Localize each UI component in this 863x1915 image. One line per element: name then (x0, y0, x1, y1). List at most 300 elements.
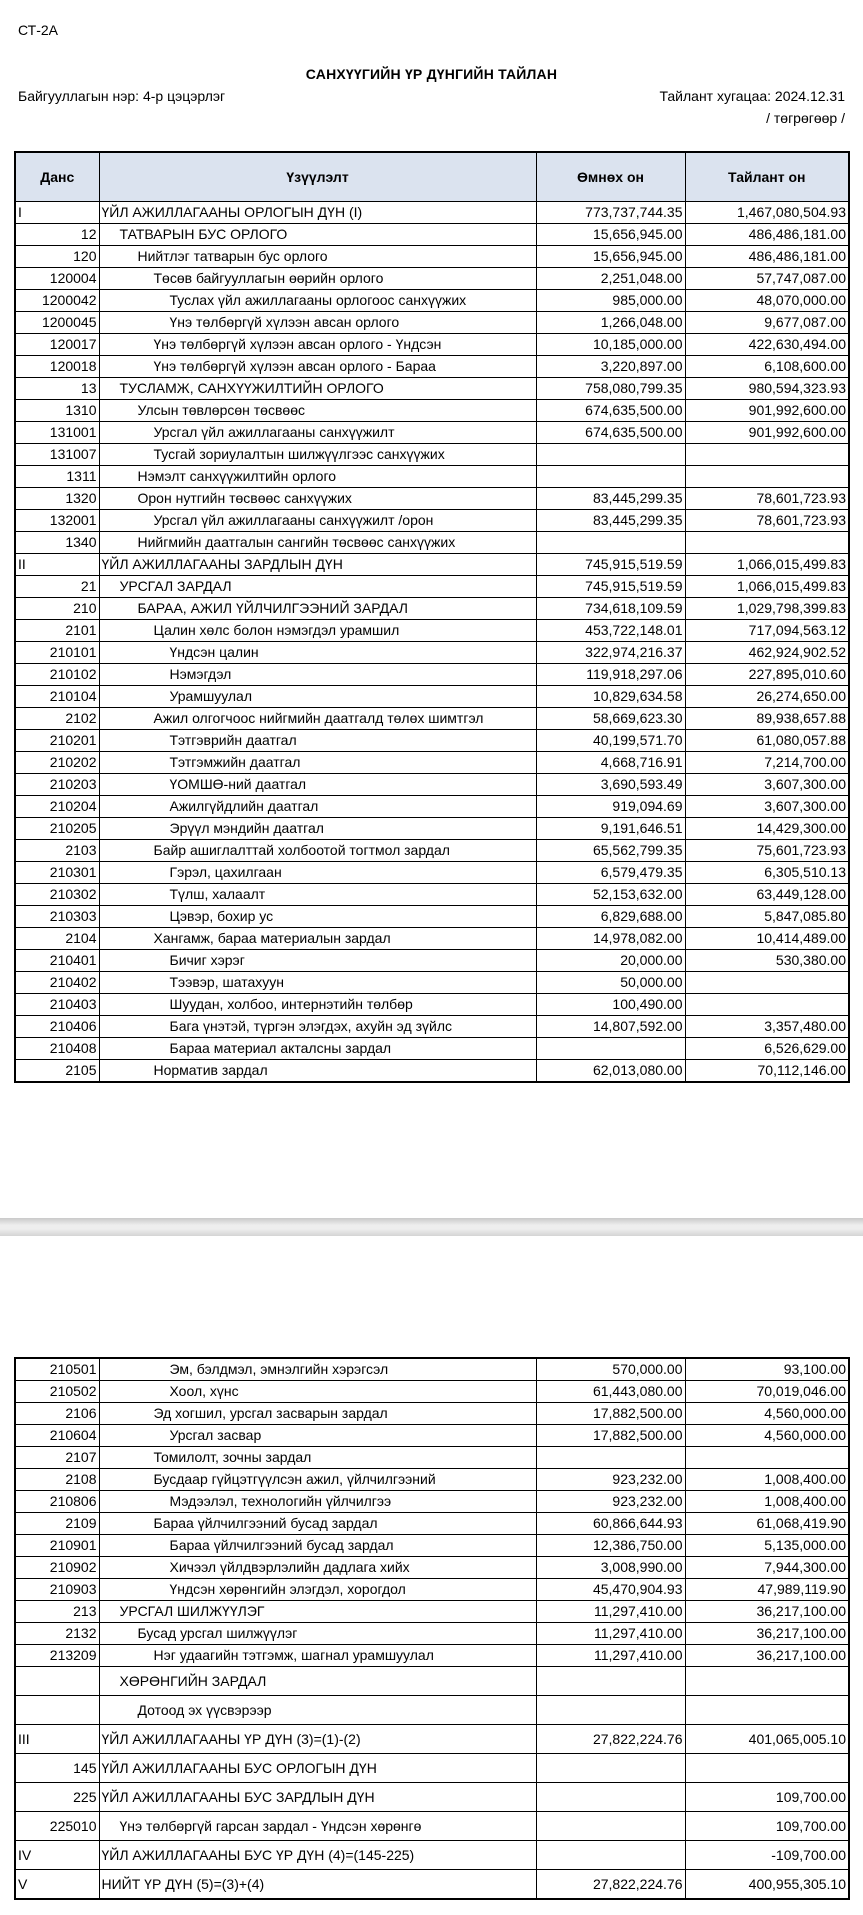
current-year-cell: 227,895,010.60 (685, 664, 849, 686)
current-year-cell: 57,747,087.00 (685, 268, 849, 290)
current-year-cell: 89,938,657.88 (685, 708, 849, 730)
previous-year-cell: 3,008,990.00 (536, 1557, 685, 1579)
previous-year-cell: 17,882,500.00 (536, 1425, 685, 1447)
account-code-cell: 2103 (15, 840, 99, 862)
previous-year-cell (536, 1696, 685, 1725)
previous-year-cell (536, 444, 685, 466)
indicator-cell: Нэмэгдэл (99, 664, 536, 686)
indicator-cell: Томилолт, зочны зардал (99, 1447, 536, 1469)
indicator-cell: Нийтлэг татварын бус орлого (99, 246, 536, 268)
indicator-cell: Түлш, халаалт (99, 884, 536, 906)
previous-year-cell (536, 1841, 685, 1870)
indicator-cell: Норматив зардал (99, 1060, 536, 1083)
table-row (15, 422, 849, 444)
account-code-cell (15, 1696, 99, 1725)
previous-year-cell: 52,153,632.00 (536, 884, 685, 906)
indicator-cell: Бараа үйлчилгээний бусад зардал (99, 1535, 536, 1557)
indicator-cell: Ажил олгогчоос нийгмийн даатгалд төлөх шимтгэл (99, 708, 536, 730)
previous-year-cell: 40,199,571.70 (536, 730, 685, 752)
previous-year-cell: 61,443,080.00 (536, 1381, 685, 1403)
previous-year-cell: 745,915,519.59 (536, 554, 685, 576)
table-row (15, 400, 849, 422)
table-row (15, 202, 849, 224)
table-row (15, 334, 849, 356)
indicator-cell: Дотоод эх үүсвэрээр (99, 1696, 536, 1725)
account-code-cell: V (15, 1870, 99, 1900)
account-code-cell: 2101 (15, 620, 99, 642)
table-row (15, 1696, 849, 1725)
account-code-cell: 1311 (15, 466, 99, 488)
table-body-page-1 (15, 202, 849, 1083)
current-year-cell: 48,070,000.00 (685, 290, 849, 312)
indicator-cell: Тэтгэмжийн даатгал (99, 752, 536, 774)
current-year-cell: 462,924,902.52 (685, 642, 849, 664)
table-row (15, 532, 849, 554)
table-row (15, 730, 849, 752)
previous-year-cell (536, 1447, 685, 1469)
table-row (15, 752, 849, 774)
indicator-cell: Эм, бэлдмэл, эмнэлгийн хэрэгсэл (99, 1358, 536, 1381)
account-code-cell: 225 (15, 1783, 99, 1812)
table-row (15, 224, 849, 246)
current-year-cell: 486,486,181.00 (685, 224, 849, 246)
organization-name: Байгууллагын нэр: 4-р цэцэрлэг (18, 88, 226, 104)
table-row (15, 950, 849, 972)
current-year-cell (685, 1754, 849, 1783)
table-row (15, 554, 849, 576)
indicator-cell: Төсөв байгууллагын өөрийн орлого (99, 268, 536, 290)
account-code-cell: 120018 (15, 356, 99, 378)
column-header-account: Данс (15, 152, 99, 202)
table-row (15, 664, 849, 686)
indicator-cell: ТАТВАРЫН БУС ОРЛОГО (99, 224, 536, 246)
current-year-cell: 980,594,323.93 (685, 378, 849, 400)
previous-year-cell: 4,668,716.91 (536, 752, 685, 774)
indicator-cell: Урсгал үйл ажиллагааны санхүүжилт (99, 422, 536, 444)
table-row (15, 1358, 849, 1381)
account-code-cell: 210104 (15, 686, 99, 708)
current-year-cell: 400,955,305.10 (685, 1870, 849, 1900)
indicator-cell: УРСГАЛ ШИЛЖҮҮЛЭГ (99, 1601, 536, 1623)
indicator-cell: Байр ашиглалттай холбоотой тогтмол зардал (99, 840, 536, 862)
current-year-cell: 109,700.00 (685, 1783, 849, 1812)
indicator-cell: Бараа материал акталсны зардал (99, 1038, 536, 1060)
previous-year-cell (536, 532, 685, 554)
table-row (15, 708, 849, 730)
current-year-cell: 78,601,723.93 (685, 510, 849, 532)
previous-year-cell: 62,013,080.00 (536, 1060, 685, 1083)
previous-year-cell: 6,579,479.35 (536, 862, 685, 884)
current-year-cell (685, 1447, 849, 1469)
indicator-cell: Тээвэр, шатахуун (99, 972, 536, 994)
current-year-cell: 1,066,015,499.83 (685, 554, 849, 576)
account-code-cell: 210101 (15, 642, 99, 664)
table-row (15, 1016, 849, 1038)
table-row (15, 884, 849, 906)
indicator-cell: Хоол, хүнс (99, 1381, 536, 1403)
indicator-cell: Үндсэн хөрөнгийн элэгдэл, хорогдол (99, 1579, 536, 1601)
table-row (15, 378, 849, 400)
account-code-cell: 2132 (15, 1623, 99, 1645)
previous-year-cell: 570,000.00 (536, 1358, 685, 1381)
current-year-cell: 422,630,494.00 (685, 334, 849, 356)
account-code-cell: 1200042 (15, 290, 99, 312)
account-code-cell: 120 (15, 246, 99, 268)
table-row (15, 312, 849, 334)
indicator-cell: Бичиг хэрэг (99, 950, 536, 972)
previous-year-cell (536, 1783, 685, 1812)
current-year-cell: 1,029,798,399.83 (685, 598, 849, 620)
current-year-cell: 7,214,700.00 (685, 752, 849, 774)
previous-year-cell: 60,866,644.93 (536, 1513, 685, 1535)
current-year-cell: 5,847,085.80 (685, 906, 849, 928)
indicator-cell: Гэрэл, цахилгаан (99, 862, 536, 884)
current-year-cell: 901,992,600.00 (685, 422, 849, 444)
account-code-cell: 21 (15, 576, 99, 598)
table-row (15, 576, 849, 598)
indicator-cell: Урсгал засвар (99, 1425, 536, 1447)
current-year-cell: 901,992,600.00 (685, 400, 849, 422)
previous-year-cell: 27,822,224.76 (536, 1725, 685, 1754)
current-year-cell: 36,217,100.00 (685, 1601, 849, 1623)
previous-year-cell: 83,445,299.35 (536, 510, 685, 532)
previous-year-cell: 2,251,048.00 (536, 268, 685, 290)
indicator-cell: Үнэ төлбөргүй гарсан зардал - Үндсэн хөрөнгө (99, 1812, 536, 1841)
account-code-cell: 210902 (15, 1557, 99, 1579)
account-code-cell: II (15, 554, 99, 576)
current-year-cell: 3,607,300.00 (685, 796, 849, 818)
page-separator (0, 1218, 863, 1236)
table-body-page-2 (15, 1358, 849, 1899)
table-row (15, 1645, 849, 1667)
account-code-cell: 210301 (15, 862, 99, 884)
account-code-cell: IV (15, 1841, 99, 1870)
table-row (15, 620, 849, 642)
current-year-cell: 4,560,000.00 (685, 1403, 849, 1425)
previous-year-cell: 919,094.69 (536, 796, 685, 818)
account-code-cell: 225010 (15, 1812, 99, 1841)
account-code-cell: 210806 (15, 1491, 99, 1513)
account-code-cell: 210202 (15, 752, 99, 774)
table-row (15, 928, 849, 950)
current-year-cell: 6,526,629.00 (685, 1038, 849, 1060)
indicator-cell: Тусгай зориулалтын шилжүүлгээс санхүүжих (99, 444, 536, 466)
indicator-cell: Улсын төвлөрсөн төсвөөс (99, 400, 536, 422)
current-year-cell: 6,108,600.00 (685, 356, 849, 378)
indicator-cell: ХӨРӨНГИЙН ЗАРДАЛ (99, 1667, 536, 1696)
current-year-cell: 717,094,563.12 (685, 620, 849, 642)
table-row (15, 1513, 849, 1535)
previous-year-cell: 58,669,623.30 (536, 708, 685, 730)
previous-year-cell (536, 1038, 685, 1060)
account-code-cell: 210205 (15, 818, 99, 840)
account-code-cell: 131007 (15, 444, 99, 466)
account-code-cell: 210302 (15, 884, 99, 906)
previous-year-cell: 50,000.00 (536, 972, 685, 994)
previous-year-cell: 923,232.00 (536, 1469, 685, 1491)
table-row (15, 1469, 849, 1491)
previous-year-cell: 923,232.00 (536, 1491, 685, 1513)
account-code-cell: 120017 (15, 334, 99, 356)
previous-year-cell: 45,470,904.93 (536, 1579, 685, 1601)
current-year-cell: 7,944,300.00 (685, 1557, 849, 1579)
account-code-cell: 1310 (15, 400, 99, 422)
table-row (15, 1754, 849, 1783)
indicator-cell: Нийгмийн даатгалын сангийн төсвөөс санхүүжих (99, 532, 536, 554)
indicator-cell: Үнэ төлбөргүй хүлээн авсан орлого (99, 312, 536, 334)
indicator-cell: Үнэ төлбөргүй хүлээн авсан орлого - Үндсэн (99, 334, 536, 356)
indicator-cell: Нэг удаагийн тэтгэмж, шагнал урамшуулал (99, 1645, 536, 1667)
indicator-cell: Хангамж, бараа материалын зардал (99, 928, 536, 950)
account-code-cell: 210402 (15, 972, 99, 994)
current-year-cell (685, 466, 849, 488)
report-page-2 (0, 1236, 863, 1915)
previous-year-cell: 119,918,297.06 (536, 664, 685, 686)
account-code-cell: 210501 (15, 1358, 99, 1381)
account-code-cell: 210901 (15, 1535, 99, 1557)
indicator-cell: Шуудан, холбоо, интернэтийн төлбөр (99, 994, 536, 1016)
account-code-cell: 210401 (15, 950, 99, 972)
account-code-cell: 210406 (15, 1016, 99, 1038)
table-row (15, 818, 849, 840)
table-row (15, 510, 849, 532)
previous-year-cell: 985,000.00 (536, 290, 685, 312)
indicator-cell: Бага үнэтэй, түргэн элэгдэх, ахуйн эд зүйлс (99, 1016, 536, 1038)
table-row (15, 972, 849, 994)
account-code-cell: 210 (15, 598, 99, 620)
previous-year-cell: 11,297,410.00 (536, 1623, 685, 1645)
indicator-cell: Бусад урсгал шилжүүлэг (99, 1623, 536, 1645)
table-row (15, 994, 849, 1016)
previous-year-cell: 11,297,410.00 (536, 1601, 685, 1623)
account-code-cell: 120004 (15, 268, 99, 290)
indicator-cell: Орон нутгийн төсвөөс санхүүжих (99, 488, 536, 510)
indicator-cell: НИЙТ ҮР ДҮН (5)=(3)+(4) (99, 1870, 536, 1900)
previous-year-cell: 674,635,500.00 (536, 400, 685, 422)
previous-year-cell (536, 1667, 685, 1696)
column-header-indicator: Үзүүлэлт (99, 152, 536, 202)
indicator-cell: Урсгал үйл ажиллагааны санхүүжилт /орон (99, 510, 536, 532)
indicator-cell: Бусдаар гүйцэтгүүлсэн ажил, үйлчилгээний (99, 1469, 536, 1491)
table-row (15, 1447, 849, 1469)
table-row (15, 1579, 849, 1601)
previous-year-cell: 745,915,519.59 (536, 576, 685, 598)
current-year-cell: 486,486,181.00 (685, 246, 849, 268)
account-code-cell: 2102 (15, 708, 99, 730)
table-row (15, 862, 849, 884)
current-year-cell: 530,380.00 (685, 950, 849, 972)
indicator-cell: ҮЙЛ АЖИЛЛАГААНЫ ҮР ДҮН (3)=(1)-(2) (99, 1725, 536, 1754)
current-year-cell: 61,068,419.90 (685, 1513, 849, 1535)
table-row (15, 1725, 849, 1754)
indicator-cell: Туслах үйл ажиллагааны орлогоос санхүүжих (99, 290, 536, 312)
account-code-cell: 2106 (15, 1403, 99, 1425)
table-row (15, 906, 849, 928)
account-code-cell: 210903 (15, 1579, 99, 1601)
previous-year-cell: 14,978,082.00 (536, 928, 685, 950)
current-year-cell (685, 1696, 849, 1725)
account-code-cell: 1200045 (15, 312, 99, 334)
current-year-cell (685, 444, 849, 466)
table-row (15, 1535, 849, 1557)
indicator-cell: Хичээл үйлдвэрлэлийн дадлага хийх (99, 1557, 536, 1579)
table-row (15, 1038, 849, 1060)
account-code-cell: 13 (15, 378, 99, 400)
current-year-cell: 75,601,723.93 (685, 840, 849, 862)
current-year-cell (685, 532, 849, 554)
table-row (15, 290, 849, 312)
current-year-cell (685, 1667, 849, 1696)
current-year-cell: 6,305,510.13 (685, 862, 849, 884)
current-year-cell: 401,065,005.10 (685, 1725, 849, 1754)
indicator-cell: Бараа үйлчилгээний бусад зардал (99, 1513, 536, 1535)
indicator-cell: ҮЙЛ АЖИЛЛАГААНЫ ОРЛОГЫН ДҮН (I) (99, 202, 536, 224)
current-year-cell: 4,560,000.00 (685, 1425, 849, 1447)
current-year-cell: 36,217,100.00 (685, 1623, 849, 1645)
current-year-cell: 1,066,015,499.83 (685, 576, 849, 598)
column-header-current-year: Тайлант он (685, 152, 849, 202)
previous-year-cell: 15,656,945.00 (536, 224, 685, 246)
table-row (15, 268, 849, 290)
current-year-cell: 78,601,723.93 (685, 488, 849, 510)
table-row (15, 246, 849, 268)
account-code-cell: 2107 (15, 1447, 99, 1469)
current-year-cell: 70,019,046.00 (685, 1381, 849, 1403)
indicator-cell: ҮЙЛ АЖИЛЛАГААНЫ БУС ОРЛОГЫН ДҮН (99, 1754, 536, 1783)
table-row (15, 1601, 849, 1623)
previous-year-cell: 12,386,750.00 (536, 1535, 685, 1557)
indicator-cell: УРСГАЛ ЗАРДАЛ (99, 576, 536, 598)
previous-year-cell: 6,829,688.00 (536, 906, 685, 928)
indicator-cell: Мэдээлэл, технологийн үйлчилгээ (99, 1491, 536, 1513)
account-code-cell: 210604 (15, 1425, 99, 1447)
report-title: САНХҮҮГИЙН ҮР ДҮНГИЙН ТАЙЛАН (305, 66, 558, 82)
table-row (15, 466, 849, 488)
previous-year-cell (536, 466, 685, 488)
account-code-cell: 213209 (15, 1645, 99, 1667)
table-row (15, 1060, 849, 1083)
current-year-cell: 1,008,400.00 (685, 1491, 849, 1513)
account-code-cell: 2109 (15, 1513, 99, 1535)
table-row (15, 796, 849, 818)
currency-unit: / төгрөгөөр / (766, 110, 845, 126)
previous-year-cell: 453,722,148.01 (536, 620, 685, 642)
previous-year-cell: 3,690,593.49 (536, 774, 685, 796)
table-row (15, 1667, 849, 1696)
previous-year-cell: 734,618,109.59 (536, 598, 685, 620)
previous-year-cell: 3,220,897.00 (536, 356, 685, 378)
table-row (15, 356, 849, 378)
current-year-cell: 26,274,650.00 (685, 686, 849, 708)
previous-year-cell: 17,882,500.00 (536, 1403, 685, 1425)
previous-year-cell: 758,080,799.35 (536, 378, 685, 400)
indicator-cell: ҮЙЛ АЖИЛЛАГААНЫ БУС ЗАРДЛЫН ДҮН (99, 1783, 536, 1812)
table-header-row (15, 152, 849, 202)
account-code-cell: 210502 (15, 1381, 99, 1403)
previous-year-cell (536, 1754, 685, 1783)
previous-year-cell: 14,807,592.00 (536, 1016, 685, 1038)
current-year-cell: 63,449,128.00 (685, 884, 849, 906)
indicator-cell: Эрүүл мэндийн даатгал (99, 818, 536, 840)
previous-year-cell: 27,822,224.76 (536, 1870, 685, 1900)
indicator-cell: ТУСЛАМЖ, САНХҮҮЖИЛТИЙН ОРЛОГО (99, 378, 536, 400)
current-year-cell: 109,700.00 (685, 1812, 849, 1841)
table-row (15, 686, 849, 708)
account-code-cell: III (15, 1725, 99, 1754)
previous-year-cell (536, 1812, 685, 1841)
current-year-cell: 1,008,400.00 (685, 1469, 849, 1491)
previous-year-cell: 322,974,216.37 (536, 642, 685, 664)
current-year-cell: -109,700.00 (685, 1841, 849, 1870)
indicator-cell: Нэмэлт санхүүжилтийн орлого (99, 466, 536, 488)
indicator-cell: ҮЙЛ АЖИЛЛАГААНЫ ЗАРДЛЫН ДҮН (99, 554, 536, 576)
current-year-cell (685, 994, 849, 1016)
previous-year-cell: 674,635,500.00 (536, 422, 685, 444)
indicator-cell: Урамшуулал (99, 686, 536, 708)
indicator-cell: Ажилгүйдлийн даатгал (99, 796, 536, 818)
table-row (15, 1812, 849, 1841)
indicator-cell: Тэтгэврийн даатгал (99, 730, 536, 752)
previous-year-cell: 10,185,000.00 (536, 334, 685, 356)
account-code-cell: 145 (15, 1754, 99, 1783)
income-statement-table-continued (14, 1357, 850, 1900)
account-code-cell: 210303 (15, 906, 99, 928)
table-row (15, 1623, 849, 1645)
account-code-cell: 210203 (15, 774, 99, 796)
account-code-cell: I (15, 202, 99, 224)
previous-year-cell: 20,000.00 (536, 950, 685, 972)
account-code-cell: 213 (15, 1601, 99, 1623)
account-code-cell: 2104 (15, 928, 99, 950)
previous-year-cell: 1,266,048.00 (536, 312, 685, 334)
indicator-cell: Цэвэр, бохир ус (99, 906, 536, 928)
account-code-cell: 210201 (15, 730, 99, 752)
form-code: СТ-2А (18, 22, 58, 38)
table-row (15, 1841, 849, 1870)
previous-year-cell: 65,562,799.35 (536, 840, 685, 862)
previous-year-cell: 10,829,634.58 (536, 686, 685, 708)
current-year-cell: 3,607,300.00 (685, 774, 849, 796)
table-row (15, 774, 849, 796)
previous-year-cell: 773,737,744.35 (536, 202, 685, 224)
account-code-cell (15, 1667, 99, 1696)
previous-year-cell: 11,297,410.00 (536, 1645, 685, 1667)
table-row (15, 1557, 849, 1579)
indicator-cell: Үнэ төлбөргүй хүлээн авсан орлого - Бараа (99, 356, 536, 378)
account-code-cell: 210408 (15, 1038, 99, 1060)
account-code-cell: 1340 (15, 532, 99, 554)
indicator-cell: ҮЙЛ АЖИЛЛАГААНЫ БУС ҮР ДҮН (4)=(145-225) (99, 1841, 536, 1870)
current-year-cell: 3,357,480.00 (685, 1016, 849, 1038)
column-header-previous-year: Өмнөх он (536, 152, 685, 202)
account-code-cell: 131001 (15, 422, 99, 444)
table-row (15, 1403, 849, 1425)
indicator-cell: Эд хогшил, урсгал засварын зардал (99, 1403, 536, 1425)
table-row (15, 488, 849, 510)
account-code-cell: 12 (15, 224, 99, 246)
current-year-cell: 14,429,300.00 (685, 818, 849, 840)
previous-year-cell: 100,490.00 (536, 994, 685, 1016)
account-code-cell: 132001 (15, 510, 99, 532)
account-code-cell: 2108 (15, 1469, 99, 1491)
account-code-cell: 2105 (15, 1060, 99, 1083)
current-year-cell: 5,135,000.00 (685, 1535, 849, 1557)
account-code-cell: 210403 (15, 994, 99, 1016)
previous-year-cell: 15,656,945.00 (536, 246, 685, 268)
previous-year-cell: 83,445,299.35 (536, 488, 685, 510)
current-year-cell (685, 972, 849, 994)
table-row (15, 1491, 849, 1513)
